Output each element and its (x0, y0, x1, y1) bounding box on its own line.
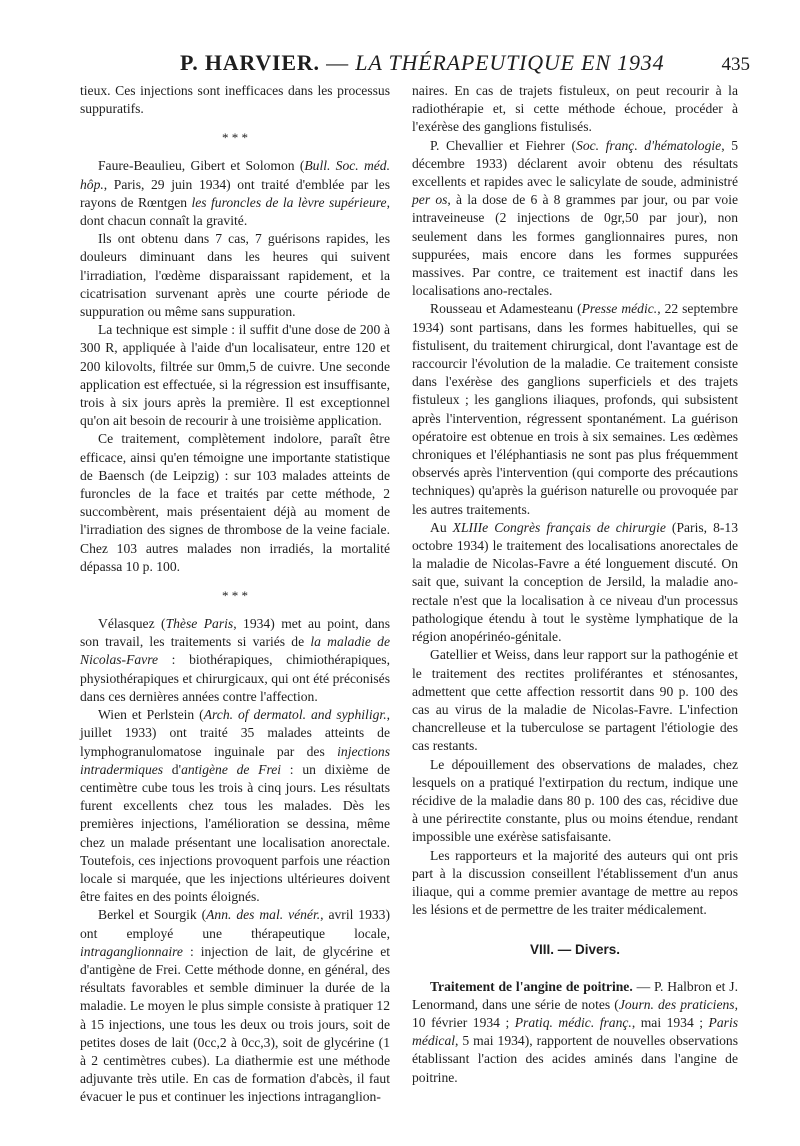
paragraph: Ce traitement, complètement indolore, paraît être efficace, ainsi qu'en témoigne une importante statistique de Baensch (de Leipzig) : sur 103 malades atteints de furoncles de la face et traités par cette méthode, 2 succombèrent, mais présentaient déjà au moment de l'irradiation des signes de thrombose de la veine faciale. Chez 103 autres malades non irradiés, la mortalité dépassa 10 p. 100. (80, 431, 390, 574)
paragraph: Gatellier et Weiss, dans leur rapport sur la pathogénie et le traitement des rectites proliférantes et sténosantes, admettent que cette affection ressortit dans 90 p. 100 des cas au virus de la maladie de Nicolas-Favre. L'infection chancrelleuse et la tuberculose se partagent l'étiologie des cas restants. (412, 647, 738, 754)
header-separator: — (326, 50, 349, 75)
paragraph: Le dépouillement des observations de malades, chez lesquels on a pratiqué l'extirpation du rectum, indique une récidive de la maladie dans 80 p. 100 des cas, récidive due à une périrectite constante, plus ou moins étendue, rendant impossible une exérèse satisfaisante. (412, 756, 738, 845)
stars-text: * * * (222, 588, 248, 604)
runin-heading: Traitement de l'angine de poitrine. (430, 978, 633, 994)
header-title: LA THÉRAPEUTIQUE EN 1934 (355, 50, 665, 75)
paragraph: naires. En cas de trajets fistuleux, on peut recourir à la radiothérapie et, si cette méthode échoue, procéder à l'exérèse des ganglions fistulisés. (412, 83, 738, 135)
paragraph: Les rapporteurs et la majorité des auteurs qui ont pris part à la discussion conseillent l'établissement d'un anus iliaque, qui a comme premier avantage de mettre au repos les lésions et de permettre de les traiter médicalement. (412, 847, 738, 918)
section-separator-stars (80, 588, 390, 604)
paragraph: Wien et Perlstein (Arch. of dermatol. and syphiligr., juillet 1933) ont traité 35 malades atteints de lymphogranulomatose inguinale par des injections intradermiques d'antigène de Frei : un dixième de centimètre cube tous les trois à cinq jours. Les résultats furent excellents chez tous les malades. Dès les premières injections, l'amélioration se dessina, même chez un malade présentant une localisation anorectale. Toutefois, ces injections provoquent parfois une réaction locale si marquée, que les injections ultérieures doivent être faites en des points éloignés. (80, 707, 390, 905)
section-separator-stars (80, 130, 390, 146)
running-title (180, 50, 664, 76)
paragraph: Traitement de l'angine de poitrine. — P. Halbron et J. Lenormand, dans une série de notes (Journ. des praticiens, 10 février 1934 ; Pratiq. médic. franç., mai 1934 ; Paris médical, 5 mai 1934), rapportent de nouvelles observations établissant l'action des acides aminés dans l'angine de poitrine. (412, 978, 739, 1085)
stars-text: * * * (222, 130, 248, 146)
right-column (412, 82, 738, 1087)
paragraph: Vélasquez (Thèse Paris, 1934) met au point, dans son travail, les traitements si variés de la maladie de Nicolas-Favre : biothérapiques, chimiothérapiques, physiothérapiques et chirurgicaux, qui ont été préconisés dans ces dernières années contre l'affection. (80, 616, 390, 704)
paragraph: Faure-Beaulieu, Gibert et Solomon (Bull. Soc. méd. hôp., Paris, 29 juin 1934) ont traité d'emblée par les rayons de Rœntgen les furoncles de la lèvre supérieure, dont chacun connaît la gravité. (80, 158, 391, 229)
running-header (150, 50, 750, 80)
paragraph: P. Chevallier et Fiehrer (Soc. franç. d'hématologie, 5 décembre 1933) déclarent avoir obtenu des résultats excellents et rapides avec le salicylate de soude, administré per os, à la dose de 6 à 8 grammes par jour, ou par voie intraveineuse (2 injections de 0gr,50 par jour), non seulement dans les formes ganglionnaires pures, non suppurées, mais encore dans les formes suppurées massives. Par contre, ce traitement est inactif dans les localisations ano-rectales. (412, 137, 739, 299)
header-author: P. HARVIER. (180, 50, 320, 75)
paragraph: La technique est simple : il suffit d'une dose de 200 à 300 R, appliquée à l'aide d'un localisateur, entre 120 et 200 kilovolts, filtrée sur 0mm,5 de cuivre. Une seconde application est effectuée, si la régression est insuffisante, trois à six jours après la première. Il est exceptionnel qu'on ait besoin de recourir à une troisième application. (80, 322, 390, 429)
paragraph: Rousseau et Adamesteanu (Presse médic., 22 septembre 1934) sont partisans, dans les formes habituelles, qui se fistulisent, du traitement chirurgical, dont l'avantage est de raccourcir l'évolution de la maladie. Ce traitement consiste dans l'exérèse des ganglions superficiels et des trajets fistuleux ; les ganglions iliaques, profonds, qui subsistent après l'intervention, régressent spontanément. La guérison opératoire est obtenue en trois à six semaines. Les œdèmes chroniques et l'éléphantiasis ne sont pas plus fréquemment observés après l'intervention (qui comporte des précautions techniques) qu'après la guérison naturelle ou provoquée par les autres traitements. (412, 301, 738, 517)
paragraph: Ils ont obtenu dans 7 cas, 7 guérisons rapides, les douleurs diminuant dans les heures qui suivent l'irradiation, l'œdème disparaissant rapidement, et la cicatrisation survenant après une courte période de suppuration ou même sans suppuration. (80, 231, 390, 320)
paragraph: tieux. Ces injections sont inefficaces dans les processus suppuratifs. (80, 83, 390, 117)
left-column (80, 82, 390, 1107)
paragraph: Au XLIIIe Congrès français de chirurgie (Paris, 8-13 octobre 1934) le traitement des localisations anorectales de la maladie de Nicolas-Favre a été longuement discuté. On sait que, suivant la conception de Jersild, la maladie ano-rectale n'est que la localisation à ce niveau d'un processus pathologique étendu à tout le système lymphatique de la région anopérinéo-génitale. (412, 519, 739, 645)
section-heading: VIII. — Divers. (529, 942, 621, 958)
page-number: 435 (721, 54, 750, 75)
paragraph: Berkel et Sourgik (Ann. des mal. vénér., avril 1933) ont employé une thérapeutique locale, intraganglionnaire : injection de lait, de glycérine et d'antigène de Frei. Cette méthode donne, en général, des résultats favorables et semble diminuer la durée de la maladie. Le moyen le plus simple consiste à pratiquer 12 à 15 injections, une tous les deux ou trois jours, soit de petites doses de lait (0cc,2 à 0cc,3), soit de glycérine (1 à 2 centimètres cubes). La diathermie est une méthode adjuvante très utile. En cas de formation d'abcès, il faut évacuer le pus et continuer les injections intraganglion- (80, 907, 391, 1105)
